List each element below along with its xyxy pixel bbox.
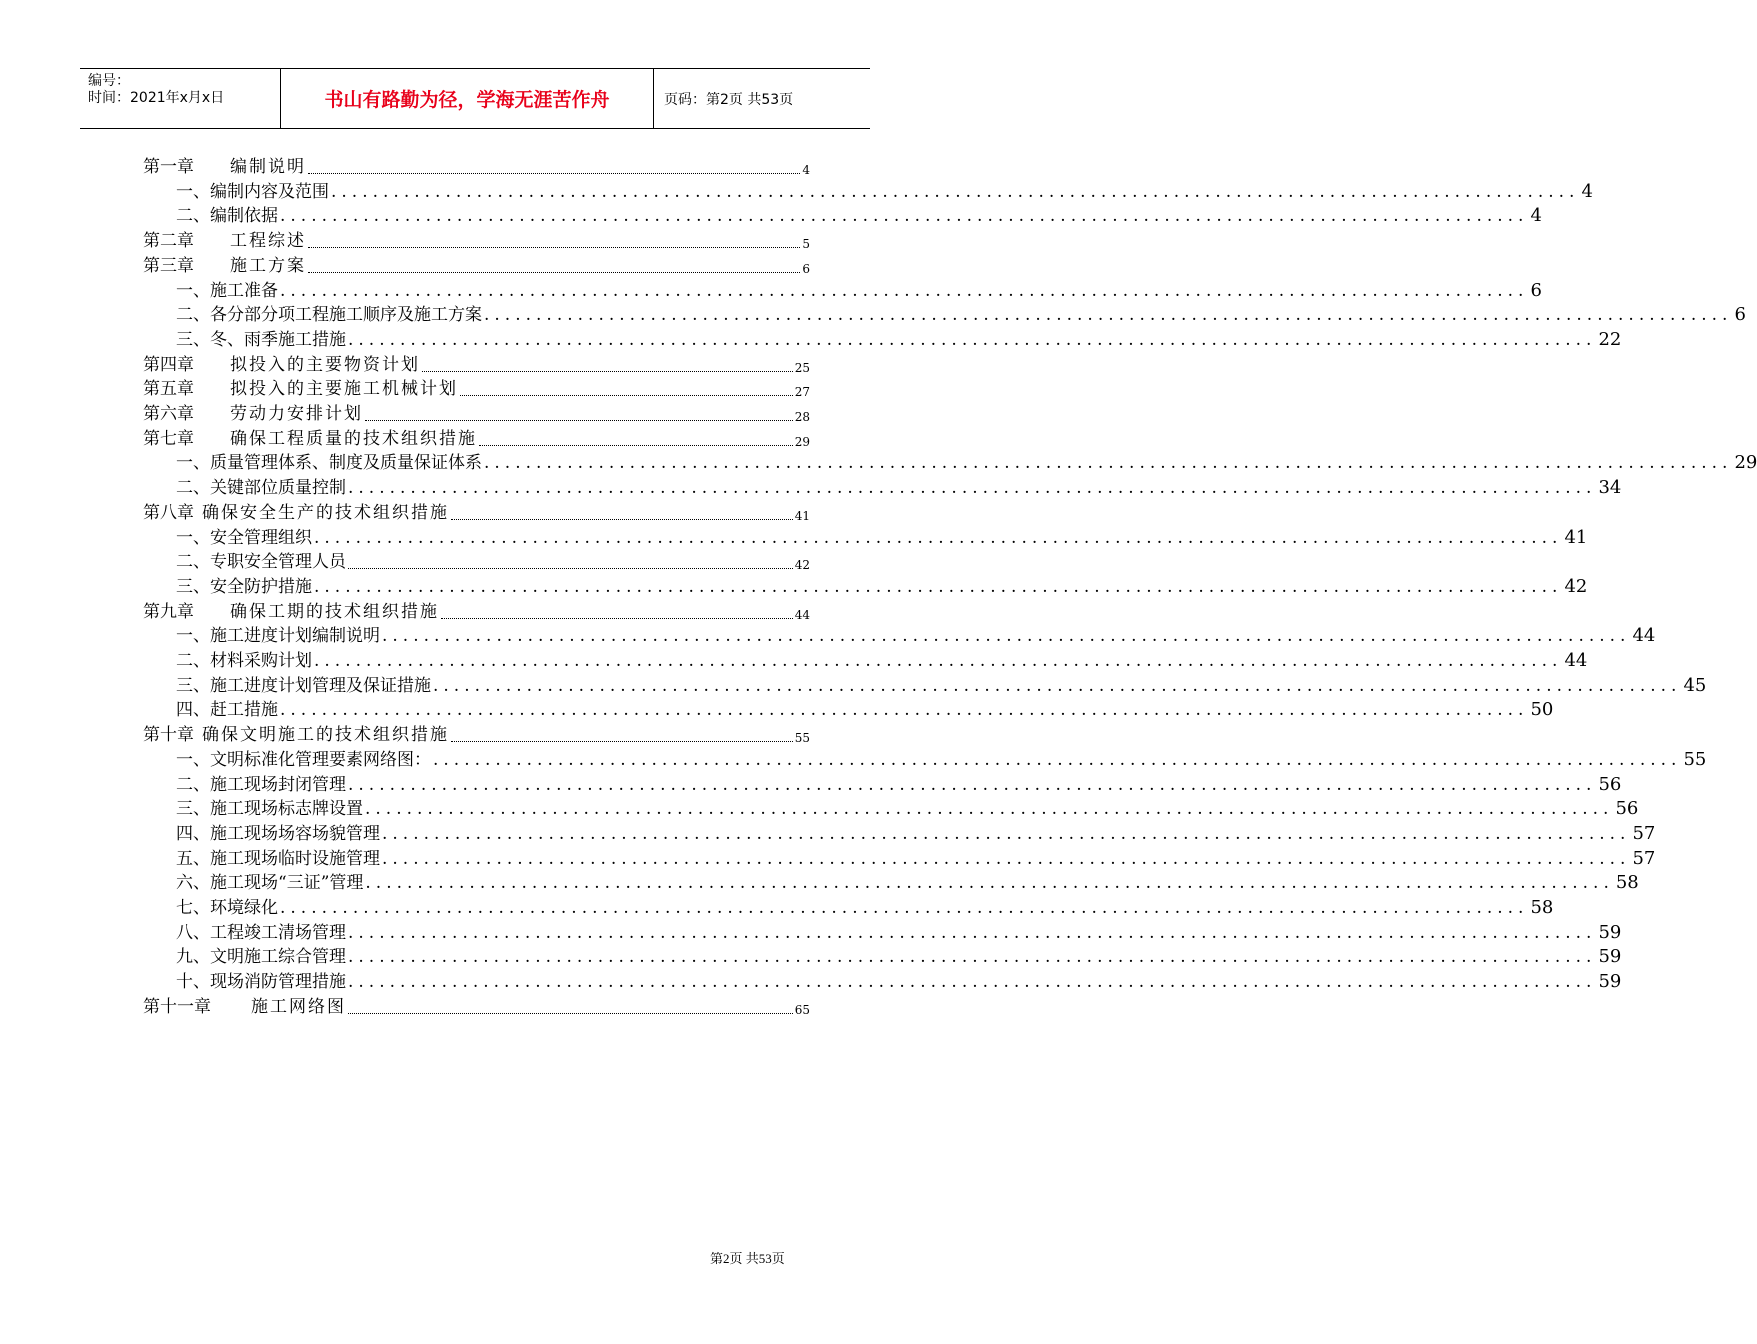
toc-entry-number: 第七章 <box>143 428 194 449</box>
toc-entry-number: 二、 <box>176 305 210 326</box>
toc-page-number: 56 <box>1598 773 1622 795</box>
toc-leader-dots: ........................................................................................................................ <box>484 305 1733 326</box>
toc-page-number: 41 <box>1564 526 1588 548</box>
toc-entry-number: 一、 <box>176 527 210 548</box>
toc-leader-dots: ........................................................................................................................ <box>280 898 1529 918</box>
toc-entry-title: 确保工程质量的技术组织措施 <box>230 428 477 449</box>
toc-entry-number: 三、 <box>176 799 210 820</box>
toc-leader-dots: ........................................................................................................................ <box>484 453 1733 474</box>
toc-leader-dots: ........................................................................................................................ <box>348 922 1597 943</box>
toc-page-number: 5 <box>802 237 810 252</box>
toc-entry-title: 施工现场“三证”管理 <box>210 873 364 894</box>
toc-chapter-entry[interactable] <box>143 499 810 524</box>
toc-leader-dots: ........................................................................................................................ <box>433 749 1682 770</box>
toc-leader-dots: ........................................................................................................................ <box>331 181 1580 202</box>
header-meta <box>80 69 281 128</box>
toc-entry-title: 劳动力安排计划 <box>230 404 363 424</box>
toc-section-entry[interactable] <box>176 178 1593 203</box>
toc-entry-title: 施工方案 <box>230 255 306 276</box>
toc-entry-number: 第四章 <box>143 354 194 375</box>
toc-leader-dots: ........................................................................................................................ <box>280 700 1529 721</box>
toc-section-entry[interactable] <box>176 573 1588 598</box>
toc-chapter-entry[interactable] <box>143 351 810 376</box>
toc-leader-dots <box>348 554 793 569</box>
page-header <box>80 68 870 129</box>
toc-entry-title: 关键部位质量控制 <box>210 478 346 499</box>
header-motto: 书山有路勤为径，学海无涯苦作舟 <box>281 69 654 128</box>
toc-page-number: 44 <box>1564 650 1588 671</box>
toc-entry-number: 三、 <box>176 675 210 696</box>
toc-page-number: 56 <box>1615 798 1639 820</box>
toc-section-entry[interactable] <box>176 202 1542 227</box>
toc-page-number: 55 <box>1683 748 1707 770</box>
toc-leader-dots <box>308 258 800 273</box>
toc-page-number: 4 <box>1530 205 1542 227</box>
toc-page-number: 28 <box>794 410 810 424</box>
toc-leader-dots: ........................................................................................................................ <box>348 478 1597 499</box>
toc-leader-dots: ........................................................................................................................ <box>382 848 1631 869</box>
toc-entry-title: 冬、雨季施工措施 <box>210 329 346 350</box>
toc-leader-dots: ........................................................................................................................ <box>314 527 1563 548</box>
toc-page-number: 55 <box>794 731 810 746</box>
toc-leader-dots <box>451 505 793 520</box>
toc-entry-number: 第十一章 <box>143 996 211 1017</box>
toc-entry-number: 三、 <box>176 576 210 597</box>
toc-leader-dots <box>422 357 793 372</box>
toc-leader-dots: ........................................................................................................................ <box>314 651 1563 671</box>
toc-section-entry[interactable] <box>176 277 1542 302</box>
toc-section-entry[interactable] <box>176 548 810 573</box>
toc-leader-dots: ........................................................................................................................ <box>365 799 1614 820</box>
toc-page-number: 29 <box>794 434 810 449</box>
toc-entry-number: 二、 <box>176 774 210 795</box>
toc-page-number: 45 <box>1683 674 1707 696</box>
toc-entry-title: 现场消防管理措施 <box>210 972 346 993</box>
toc-entry-number: 六、 <box>176 873 210 894</box>
toc-entry-title: 编制依据 <box>210 206 278 227</box>
toc-section-entry[interactable] <box>176 524 1588 549</box>
toc-section-entry[interactable] <box>176 968 1622 993</box>
toc-entry-title: 确保工期的技术组织措施 <box>230 601 439 622</box>
toc-chapter-entry[interactable] <box>143 252 810 277</box>
toc-entry-title: 确保文明施工的技术组织措施 <box>202 725 449 746</box>
toc-entry-number: 十、 <box>176 972 210 993</box>
toc-page-number: 59 <box>1598 971 1622 993</box>
toc-entry-number: 四、 <box>176 700 210 721</box>
toc-entry-title: 各分部分项工程施工顺序及施工方案 <box>210 305 482 326</box>
toc-page-number: 6 <box>1530 279 1542 301</box>
toc-entry-title: 编制内容及范围 <box>210 181 329 202</box>
toc-section-entry[interactable] <box>176 326 1622 351</box>
toc-entry-title: 文明施工综合管理 <box>210 947 346 968</box>
toc-page-number: 59 <box>1598 946 1622 968</box>
document-date: 时间：2021年x月x日 <box>88 90 225 106</box>
toc-leader-dots <box>451 727 793 742</box>
toc-section-entry[interactable] <box>176 672 1707 697</box>
toc-entry-title: 施工现场场容场貌管理 <box>210 823 380 844</box>
toc-page-number: 42 <box>1564 575 1588 597</box>
toc-entry-title: 拟投入的主要物资计划 <box>230 354 420 375</box>
toc-page-number: 27 <box>794 385 810 400</box>
toc-entry-number: 四、 <box>176 823 210 844</box>
toc-section-entry[interactable] <box>176 746 1707 771</box>
toc-leader-dots <box>308 159 800 174</box>
toc-leader-dots: ........................................................................................................................ <box>314 576 1563 597</box>
toc-entry-number: 第一章 <box>143 157 194 177</box>
toc-entry-title: 施工现场标志牌设置 <box>210 799 363 820</box>
toc-section-entry[interactable] <box>176 820 1656 845</box>
toc-entry-title: 安全防护措施 <box>210 576 312 597</box>
toc-page-number: 59 <box>1598 921 1622 943</box>
page-footer: 第2页 共53页 <box>710 1251 785 1266</box>
toc-entry-number: 二、 <box>176 478 210 499</box>
toc-chapter-entry[interactable] <box>143 153 810 178</box>
toc-leader-dots <box>308 233 800 248</box>
toc-page-number: 65 <box>794 1002 810 1017</box>
toc-entry-number: 五、 <box>176 848 210 869</box>
toc-leader-dots: ........................................................................................................................ <box>280 206 1529 227</box>
toc-chapter-entry[interactable] <box>143 375 810 400</box>
toc-entry-title: 编制说明 <box>230 157 306 177</box>
toc-entry-title: 环境绿化 <box>210 898 278 918</box>
toc-entry-number: 一、 <box>176 181 210 202</box>
toc-section-entry[interactable] <box>176 894 1554 919</box>
toc-entry-number: 第十章 <box>143 725 194 746</box>
toc-section-entry[interactable] <box>176 622 1656 647</box>
toc-entry-title: 施工现场临时设施管理 <box>210 848 380 869</box>
toc-section-entry[interactable] <box>176 795 1639 820</box>
toc-entry-title: 确保安全生产的技术组织措施 <box>202 502 449 523</box>
toc-page-number: 22 <box>1598 328 1622 350</box>
toc-page-number: 57 <box>1632 847 1656 869</box>
toc-chapter-entry[interactable] <box>143 227 810 252</box>
toc-leader-dots <box>348 999 793 1014</box>
toc-leader-dots <box>441 604 793 619</box>
toc-entry-title: 工程综述 <box>230 231 306 252</box>
toc-leader-dots: ........................................................................................................................ <box>348 774 1597 795</box>
toc-page-number: 4 <box>802 163 810 177</box>
toc-entry-title: 施工进度计划管理及保证措施 <box>210 675 431 696</box>
toc-leader-dots <box>365 406 793 421</box>
toc-section-entry[interactable] <box>176 943 1622 968</box>
toc-page-number: 57 <box>1632 822 1656 844</box>
toc-entry-number: 九、 <box>176 947 210 968</box>
toc-entry-number: 第五章 <box>143 379 194 400</box>
toc-chapter-entry[interactable] <box>143 721 810 746</box>
toc-chapter-entry[interactable] <box>143 993 810 1018</box>
toc-entry-number: 一、 <box>176 453 210 474</box>
toc-page-number: 58 <box>1530 897 1554 918</box>
toc-section-entry[interactable] <box>176 845 1656 870</box>
toc-section-entry[interactable] <box>176 771 1622 796</box>
toc-section-entry[interactable] <box>176 919 1622 944</box>
toc-entry-number: 第三章 <box>143 255 194 276</box>
toc-section-entry[interactable] <box>176 474 1622 499</box>
document-code: 编号： <box>88 73 130 89</box>
toc-page-number: 6 <box>1734 304 1746 326</box>
toc-page-number: 58 <box>1615 872 1639 894</box>
toc-entry-title: 安全管理组织 <box>210 527 312 548</box>
toc-entry-title: 施工准备 <box>210 280 278 301</box>
toc-page-number: 41 <box>794 508 810 523</box>
toc-entry-title: 专职安全管理人员 <box>210 552 346 573</box>
toc-entry-title: 质量管理体系、制度及质量保证体系 <box>210 453 482 474</box>
toc-entry-number: 三、 <box>176 329 210 350</box>
toc-section-entry[interactable] <box>176 696 1554 721</box>
toc-entry-number: 七、 <box>176 898 210 918</box>
toc-entry-title: 施工网络图 <box>251 996 346 1017</box>
toc-leader-dots: ........................................................................................................................ <box>433 675 1682 696</box>
toc-chapter-entry[interactable] <box>143 425 810 450</box>
toc-entry-number: 第八章 <box>143 502 194 523</box>
toc-leader-dots: ........................................................................................................................ <box>365 873 1614 894</box>
toc-leader-dots: ........................................................................................................................ <box>348 329 1597 350</box>
toc-page-number: 44 <box>794 607 810 622</box>
toc-page-number: 29 <box>1734 452 1757 474</box>
toc-page-number: 44 <box>1632 625 1656 647</box>
header-page-number: 页码：第2页 共53页 <box>664 91 794 108</box>
toc-leader-dots: ........................................................................................................................ <box>382 823 1631 844</box>
toc-entry-number: 一、 <box>176 280 210 301</box>
toc-entry-number: 第六章 <box>143 404 194 424</box>
toc-page-number: 34 <box>1598 477 1622 499</box>
toc-section-entry[interactable] <box>176 647 1588 672</box>
toc-chapter-entry[interactable] <box>143 598 810 623</box>
toc-page-number: 25 <box>794 360 810 375</box>
toc-entry-title: 赶工措施 <box>210 700 278 721</box>
toc-entry-title: 施工进度计划编制说明 <box>210 626 380 647</box>
toc-entry-number: 二、 <box>176 552 210 573</box>
toc-page-number: 42 <box>794 558 810 573</box>
toc-leader-dots <box>479 431 793 446</box>
toc-section-entry[interactable] <box>176 301 1746 326</box>
toc-entry-number: 八、 <box>176 922 210 943</box>
toc-entry-title: 工程竣工清场管理 <box>210 922 346 943</box>
toc-entry-number: 第二章 <box>143 231 194 252</box>
toc-page-number: 50 <box>1530 699 1554 721</box>
toc-entry-title: 施工现场封闭管理 <box>210 774 346 795</box>
toc-entry-number: 一、 <box>176 626 210 647</box>
toc-leader-dots: ........................................................................................................................ <box>348 972 1597 993</box>
toc-section-entry[interactable] <box>176 449 1757 474</box>
toc-leader-dots: ........................................................................................................................ <box>382 626 1631 647</box>
toc-entry-title: 材料采购计划 <box>210 651 312 671</box>
toc-entry-number: 二、 <box>176 206 210 227</box>
toc-entry-number: 二、 <box>176 651 210 671</box>
toc-entry-number: 一、 <box>176 749 210 770</box>
toc-leader-dots <box>460 381 793 396</box>
toc-page-number: 4 <box>1581 180 1593 202</box>
toc-page-number: 6 <box>802 261 810 276</box>
toc-leader-dots: ........................................................................................................................ <box>348 947 1597 968</box>
toc-entry-number: 第九章 <box>143 601 194 622</box>
toc-section-entry[interactable] <box>176 869 1639 894</box>
toc-leader-dots: ........................................................................................................................ <box>280 280 1529 301</box>
toc-chapter-entry[interactable] <box>143 400 810 425</box>
toc-entry-title: 拟投入的主要施工机械计划 <box>230 379 458 400</box>
toc-entry-title: 文明标准化管理要素网络图： <box>210 749 431 770</box>
